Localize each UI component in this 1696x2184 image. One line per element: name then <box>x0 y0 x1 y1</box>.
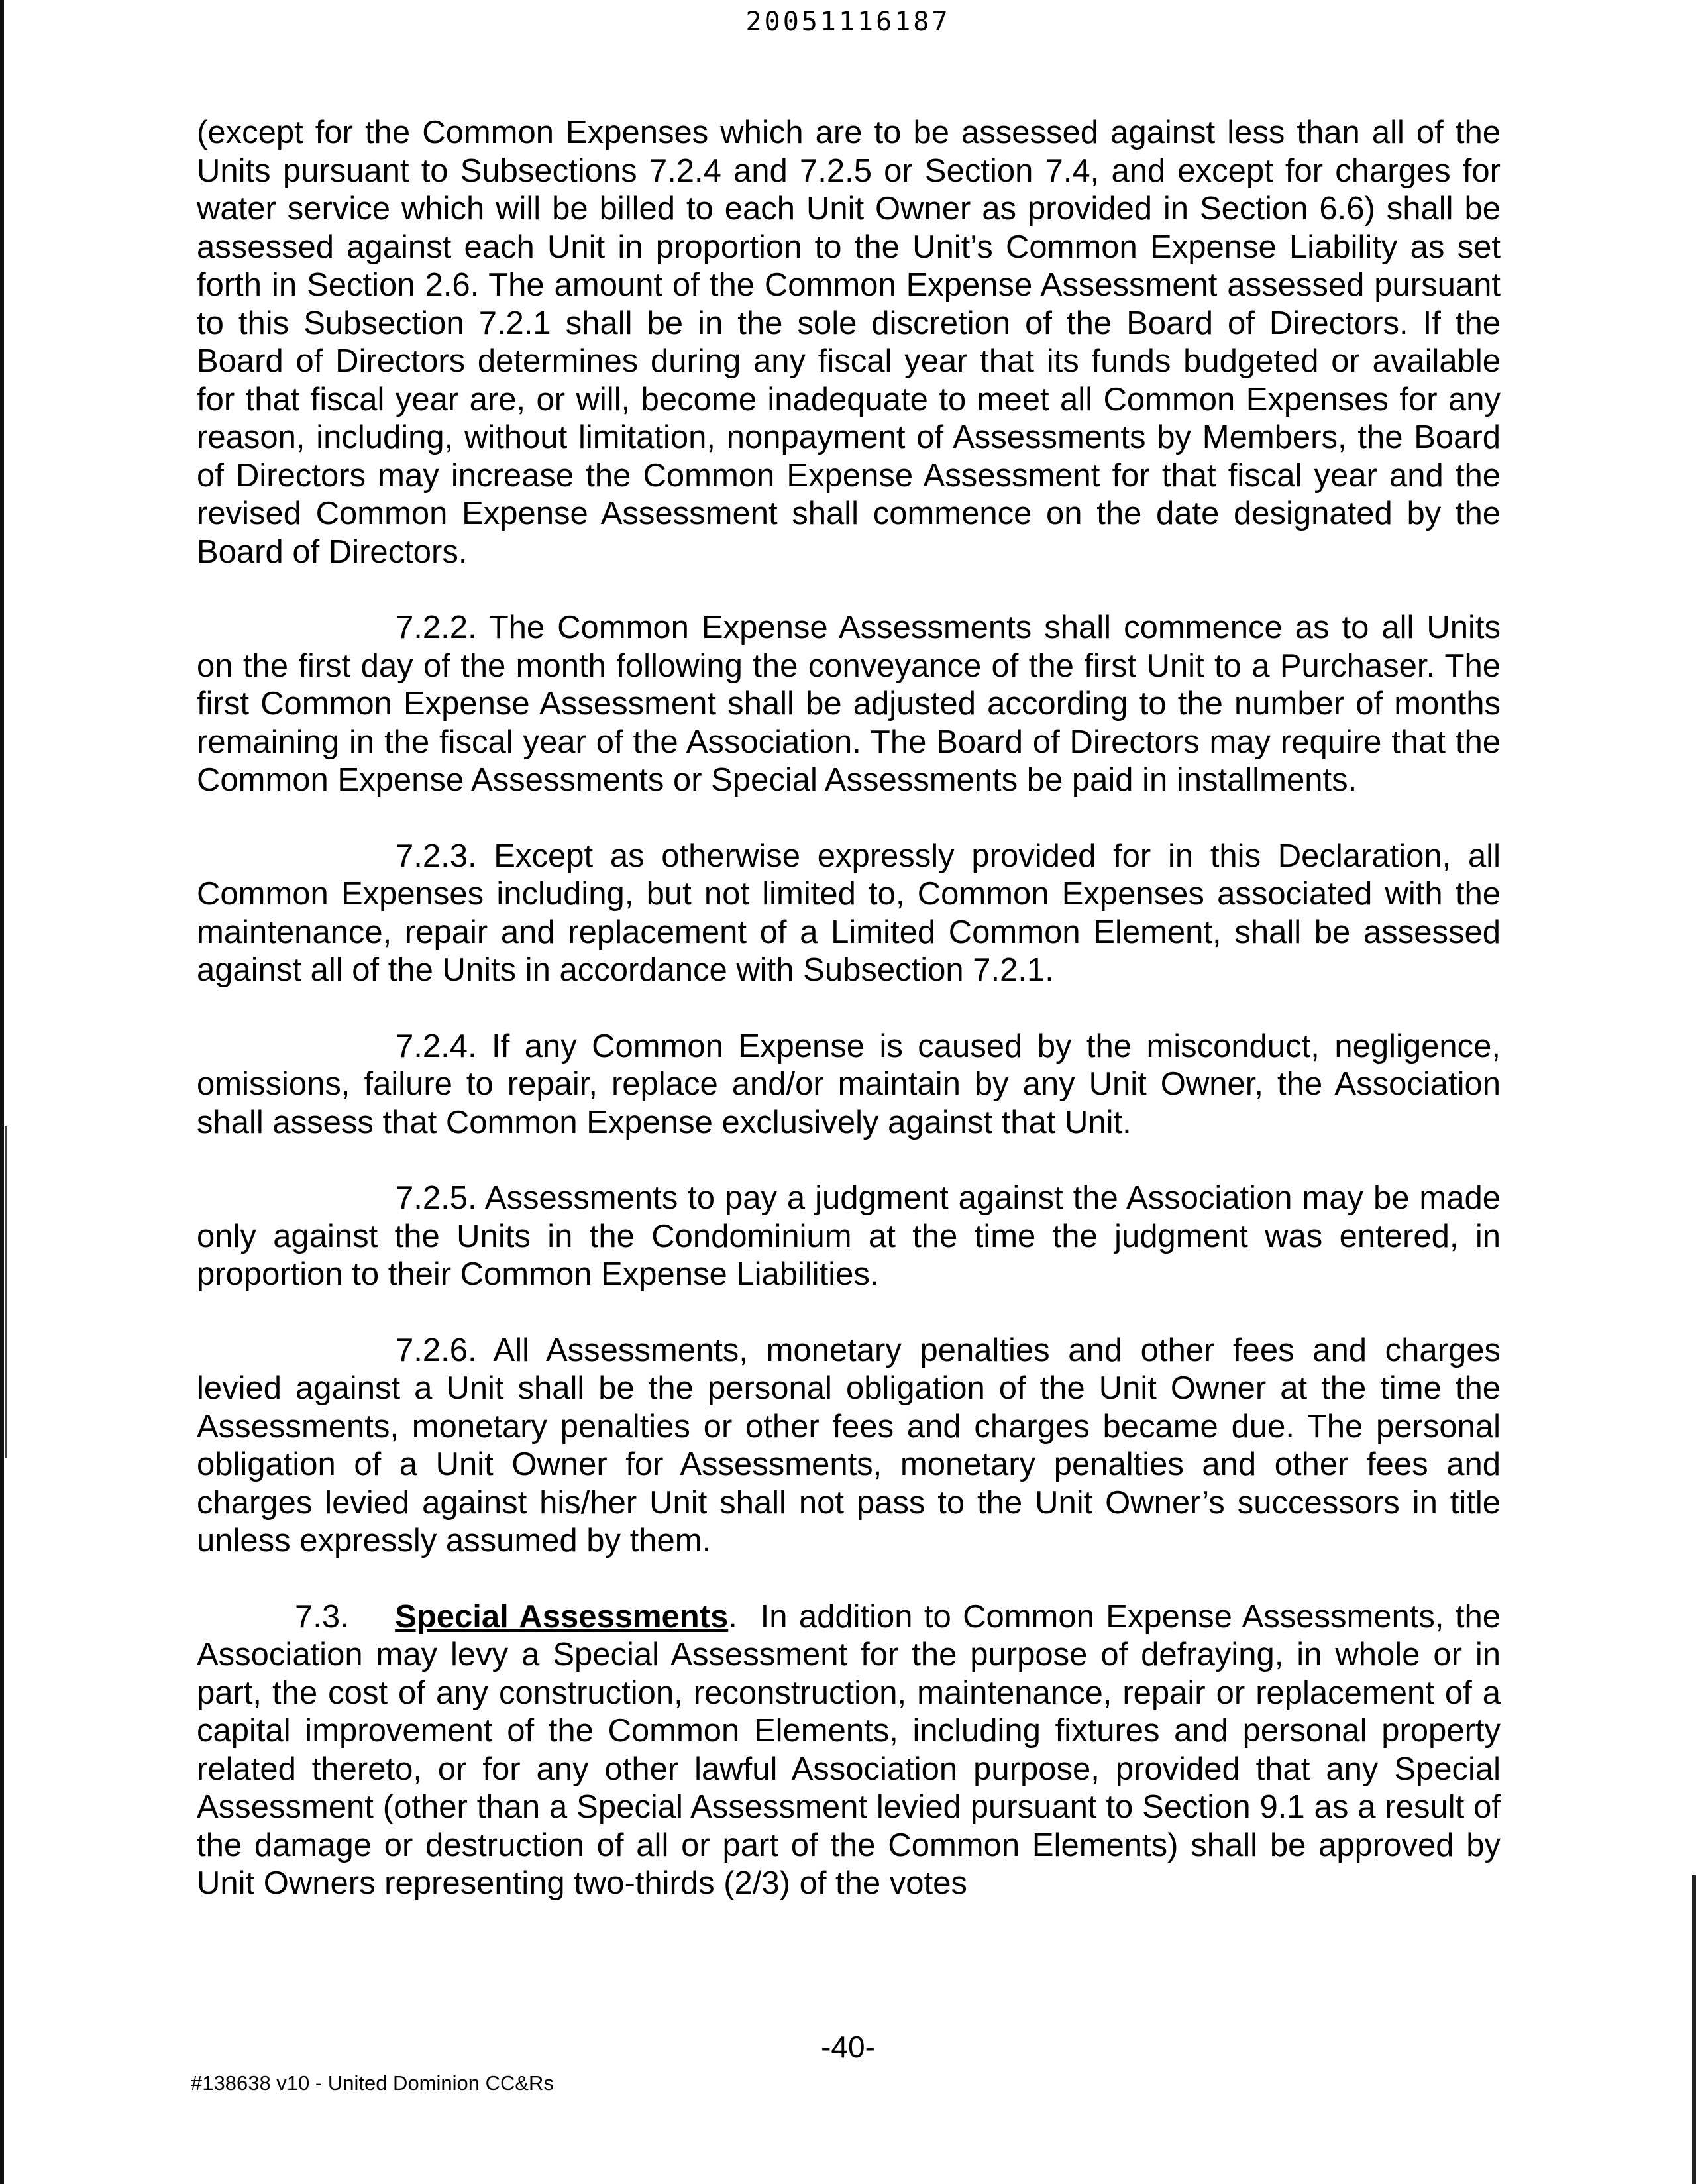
paragraph-7-2-2: 7.2.2. The Common Expense Assessments shall commence as to all Units on the first day of the month following the conveyance of the first Unit to a Purchaser. The first Common Expense Assessment shall be adjusted according to the number of months remaining in the fiscal year of the Association. The Board of Directors may require that the Common Expense Assessments or Special Assessments be paid in installments. <box>197 610 1501 798</box>
section-title: Special Assessments <box>395 1598 729 1635</box>
scan-edge-left-mark <box>5 1126 7 1458</box>
paragraph-7-2-5: 7.2.5. Assessments to pay a judgment against the Association may be made only against the Units in the Condominium at the time the judgment was entered, in proportion to their Common Expense Liabilities. <box>197 1180 1501 1292</box>
document-id: 20051116187 <box>745 7 951 37</box>
document-body <box>197 114 1501 1941</box>
paragraph-7-2-4: 7.2.4. If any Common Expense is caused by the misconduct, negligence, omissions, failure to repair, replace and/or maintain by any Unit Owner, the Association shall assess that Common Expense exclusively against that Unit. <box>197 1028 1501 1140</box>
section-number: 7.3. <box>295 1598 349 1635</box>
paragraph-7-2-3: 7.2.3. Except as otherwise expressly provided for in this Declaration, all Common Expenses including, but not limited to, Common Expenses associated with the maintenance, repair and replacement of a Limited Common Element, shall be assessed against all of the Units in accordance with Subsection 7.2.1. <box>197 838 1501 988</box>
section-text: In addition to Common Expense Assessments, the Association may levy a Special Assessment for the purpose of defraying, in whole or in part, the cost of any construction, reconstruction, maintenance, repair or replacement of a capital improvement of the Common Elements, including fixtures and personal property related thereto, or for any other lawful Association purpose, provided that any Special Assessment (other than a Special Assessment levied pursuant to Section 9.1 as a result of the damage or destruction of all or part of the Common Elements) shall be approved by Unit Owners representing two-thirds (2/3) of the votes <box>197 1598 1501 1901</box>
paragraph-7-3 <box>197 1598 1501 1903</box>
page-number: -40- <box>821 2030 875 2064</box>
paragraph-7-2-1-continued: (except for the Common Expenses which are to be assessed against less than all of the Units pursuant to Subsections 7.2.4 and 7.2.5 or Section 7.4, and except for charges for water service which will be billed to each Unit Owner as provided in Section 6.6) shall be assessed against each Unit in proportion to the Unit’s Common Expense Liability as set forth in Section 2.6. The amount of the Common Expense Assessment assessed pursuant to this Subsection 7.2.1 shall be in the sole discretion of the Board of Directors. If the Board of Directors determines during any fiscal year that its funds budgeted or available for that fiscal year are, or will, become inadequate to meet all Common Expenses for any reason, including, without limitation, nonpayment of Assessments by Members, the Board of Directors may increase the Common Expense Assessment for that fiscal year and the revised Common Expense Assessment shall commence on the date designated by the Board of Directors. <box>197 115 1501 570</box>
paragraph-7-2-6: 7.2.6. All Assessments, monetary penalties and other fees and charges levied against a Unit shall be the personal obligation of the Unit Owner at the time the Assessments, monetary penalties or other fees and charges became due. The personal obligation of a Unit Owner for Assessments, monetary penalties and other fees and charges levied against his/her Unit shall not pass to the Unit Owner’s successors in title unless expressly assumed by them. <box>197 1332 1501 1558</box>
section-title-punct: . <box>728 1598 737 1635</box>
scan-edge-left <box>0 0 4 2184</box>
footer-reference: #138638 v10 - United Dominion CC&Rs <box>191 2071 554 2095</box>
